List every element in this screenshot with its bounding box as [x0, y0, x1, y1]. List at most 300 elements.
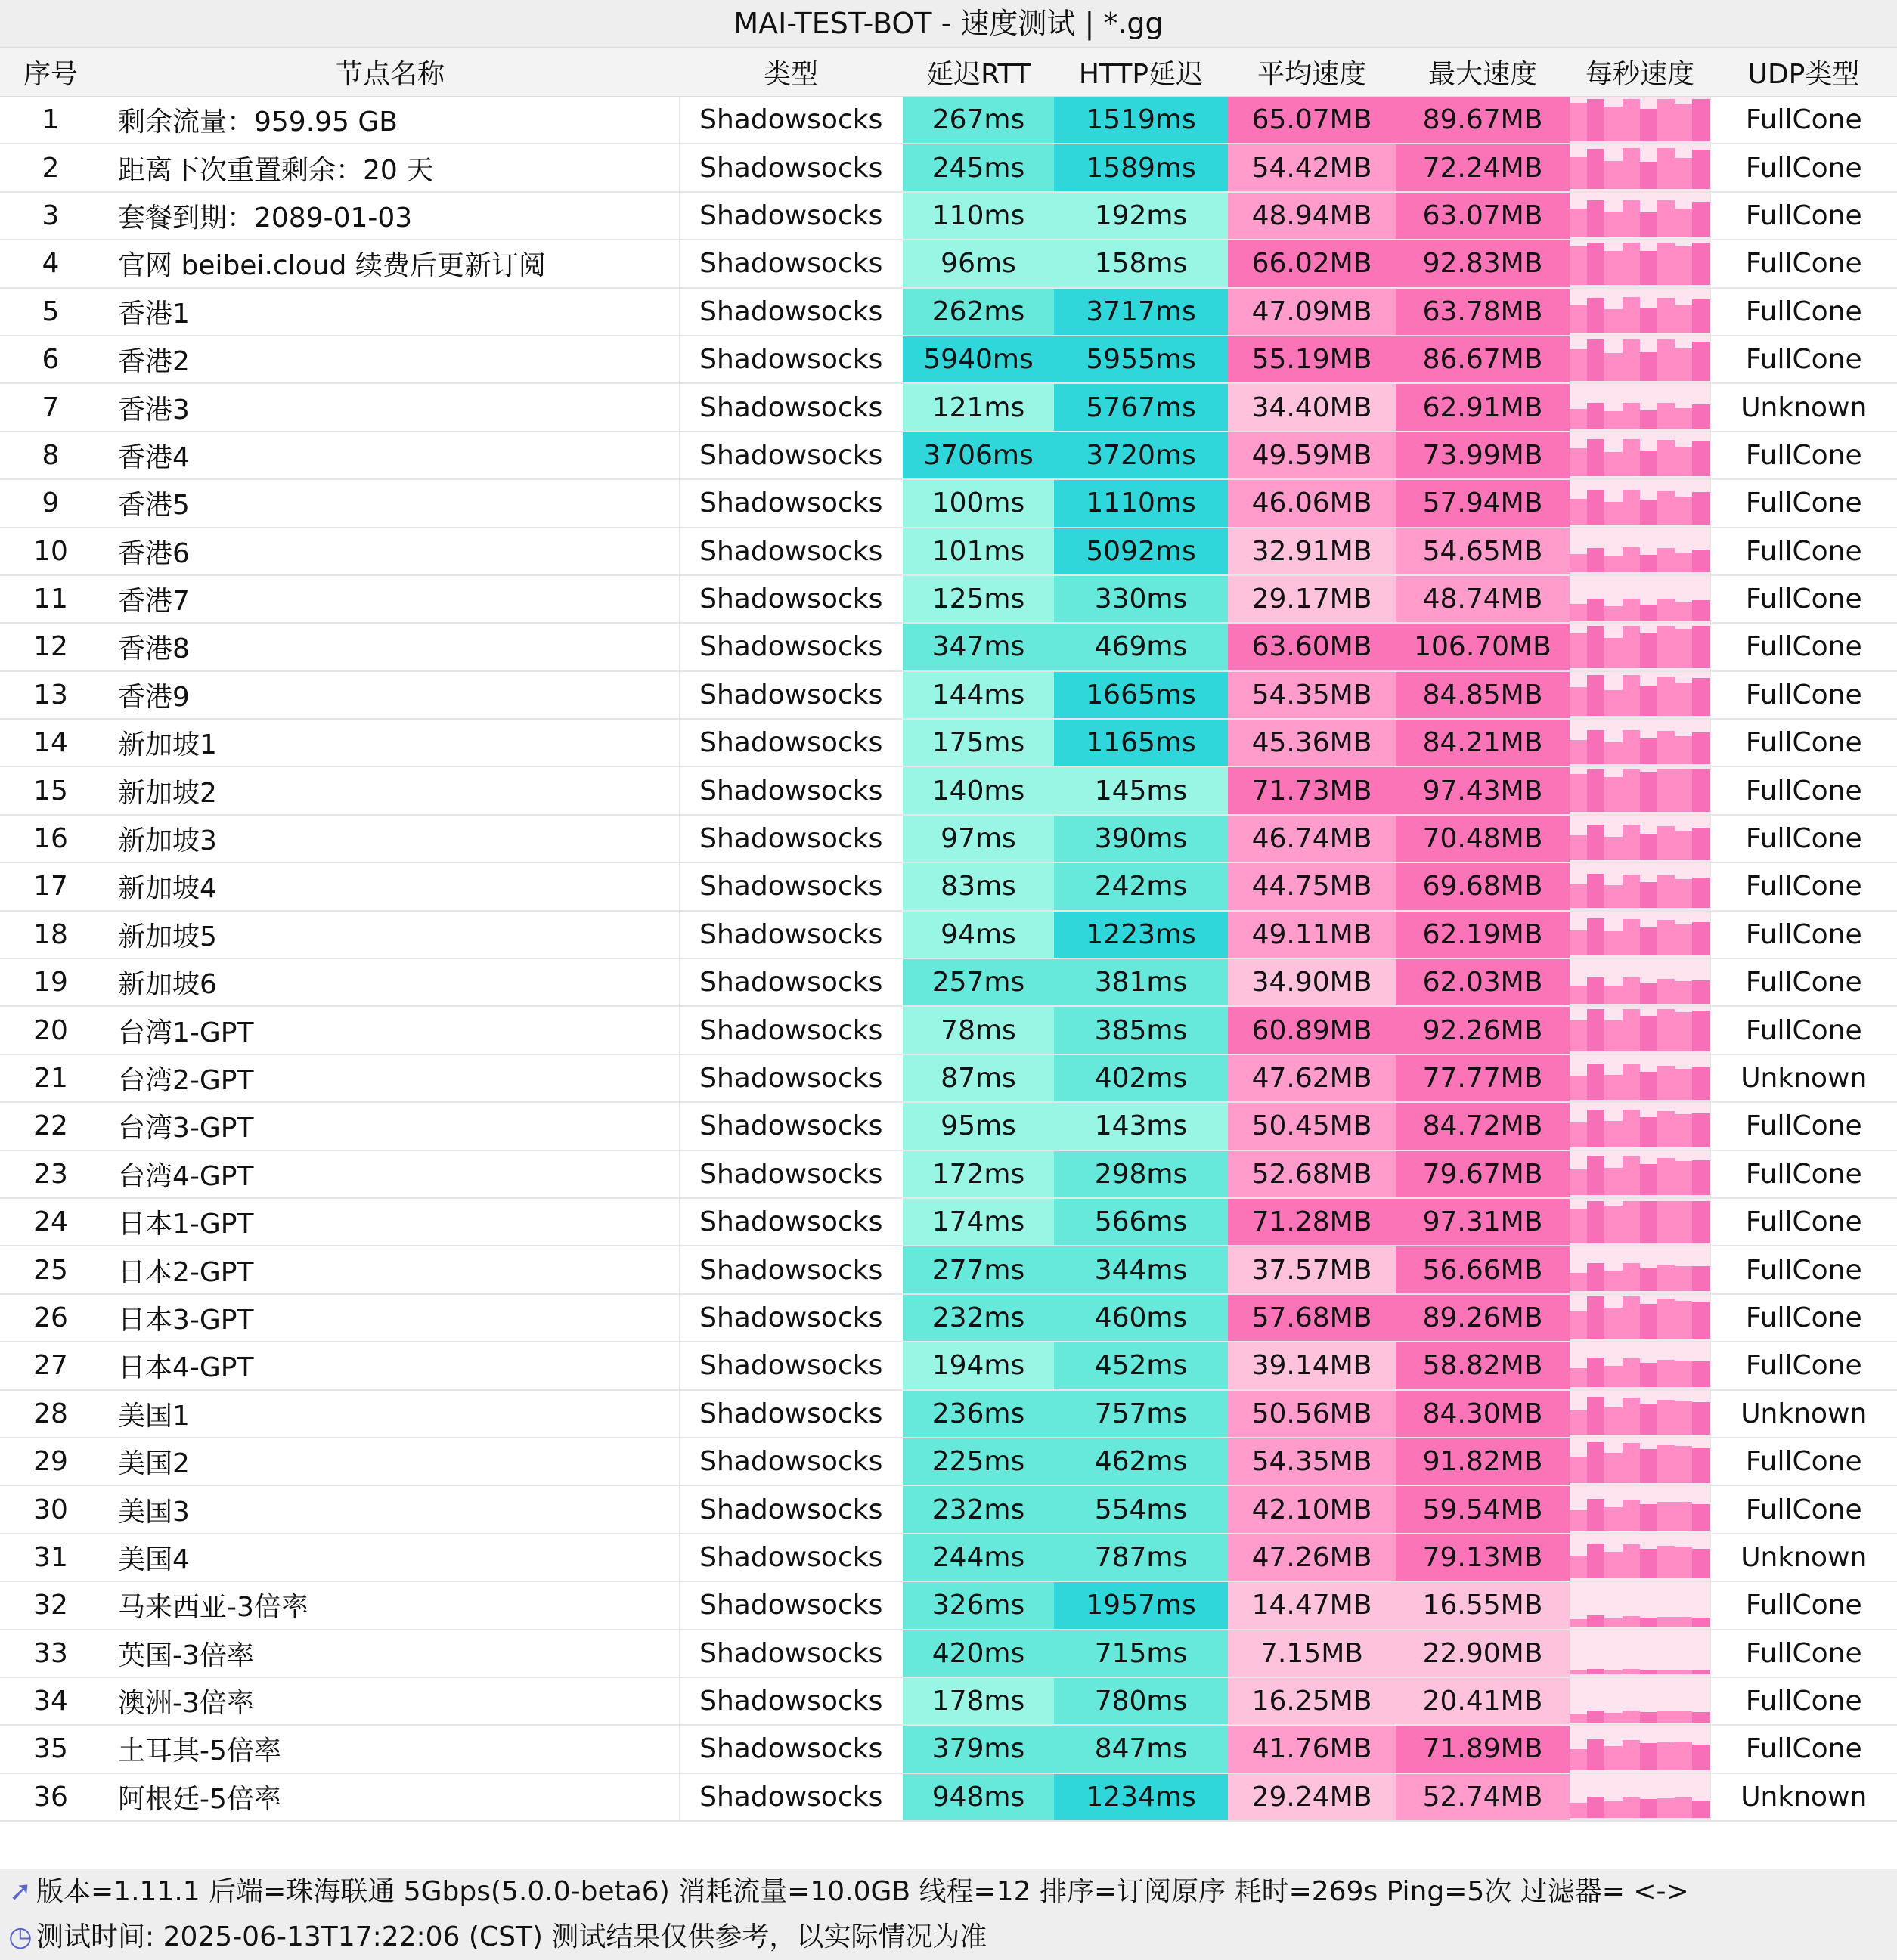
- sparkline-bar: [1570, 1556, 1587, 1579]
- cell-avg-speed: 60.89MB: [1228, 1006, 1396, 1054]
- cell-http-latency: 1110ms: [1054, 479, 1228, 527]
- table-row[interactable]: [0, 862, 1897, 910]
- table-row[interactable]: [0, 1150, 1897, 1198]
- sparkline-bar: [1623, 99, 1640, 141]
- sparkline-bar: [1623, 243, 1640, 285]
- cell-http-latency: 1165ms: [1054, 719, 1228, 766]
- cell-http-latency: 5955ms: [1054, 336, 1228, 383]
- table-row[interactable]: [0, 1534, 1897, 1581]
- cell-node-name: 香港7: [101, 575, 679, 623]
- cell-rtt: 175ms: [903, 719, 1054, 766]
- cell-node-name: 新加坡5: [101, 911, 679, 958]
- sparkline-bar: [1640, 1549, 1657, 1578]
- cell-id: 23: [0, 1150, 101, 1198]
- sparkline-bar: [1604, 1121, 1622, 1147]
- cell-rtt: 245ms: [903, 144, 1054, 191]
- sparkline-bar: [1657, 1066, 1675, 1100]
- speed-sparkline: [1570, 1249, 1710, 1291]
- sparkline-bar: [1675, 769, 1692, 812]
- cell-max-speed: 92.83MB: [1396, 240, 1570, 287]
- table-row[interactable]: [0, 97, 1897, 144]
- cell-id: 32: [0, 1581, 101, 1629]
- sparkline-bar: [1604, 690, 1622, 716]
- cell-speed-sparkline: [1570, 719, 1710, 766]
- cell-avg-speed: 46.74MB: [1228, 815, 1396, 862]
- cell-udp-type: FullCone: [1710, 1294, 1897, 1342]
- cell-max-speed: 89.67MB: [1396, 97, 1570, 144]
- table-row[interactable]: [0, 1581, 1897, 1629]
- table-row[interactable]: [0, 1294, 1897, 1342]
- cell-speed-sparkline: [1570, 1102, 1710, 1150]
- sparkline-bar: [1657, 1798, 1675, 1818]
- sparkline-bar: [1692, 342, 1709, 381]
- sparkline-bar: [1692, 299, 1709, 333]
- cell-speed-sparkline: [1570, 479, 1710, 527]
- sparkline-bar: [1692, 1549, 1709, 1579]
- sparkline-bar: [1657, 1670, 1675, 1674]
- table-row[interactable]: [0, 719, 1897, 766]
- cell-type: Shadowsocks: [679, 719, 903, 766]
- cell-rtt: 96ms: [903, 240, 1054, 287]
- sparkline-bar: [1623, 1263, 1640, 1291]
- cell-node-name: 台湾2-GPT: [101, 1054, 679, 1102]
- cell-rtt: 232ms: [903, 1485, 1054, 1533]
- sparkline-bar: [1640, 1618, 1657, 1627]
- header-id[interactable]: 序号: [0, 48, 101, 97]
- header-avg-speed[interactable]: 平均速度: [1228, 48, 1396, 97]
- sparkline-bar: [1692, 492, 1709, 525]
- sparkline-bar: [1657, 1009, 1675, 1051]
- sparkline-bar: [1657, 403, 1675, 429]
- sparkline-bar: [1587, 1201, 1604, 1243]
- sparkline-bar: [1675, 246, 1692, 285]
- sparkline-bar: [1640, 983, 1657, 1004]
- sparkline-bar: [1623, 1544, 1640, 1578]
- sparkline-bar: [1657, 1400, 1675, 1435]
- table-row[interactable]: [0, 192, 1897, 240]
- sparkline-bar: [1604, 1407, 1622, 1435]
- cell-type: Shadowsocks: [679, 383, 903, 431]
- cell-id: 3: [0, 192, 101, 240]
- cell-udp-type: FullCone: [1710, 288, 1897, 336]
- cell-rtt: 140ms: [903, 766, 1054, 814]
- table-row[interactable]: [0, 1630, 1897, 1677]
- table-row[interactable]: [0, 815, 1897, 862]
- cell-id: 28: [0, 1390, 101, 1438]
- sparkline-bar: [1623, 977, 1640, 1003]
- cell-rtt: 97ms: [903, 815, 1054, 862]
- cell-udp-type: FullCone: [1710, 1725, 1897, 1773]
- cell-udp-type: FullCone: [1710, 192, 1897, 240]
- sparkline-bar: [1570, 835, 1587, 860]
- cell-max-speed: 63.78MB: [1396, 288, 1570, 336]
- sparkline-bar: [1657, 731, 1675, 764]
- cell-node-name: 套餐到期：2089-01-03: [101, 192, 679, 240]
- sparkline-bar: [1570, 305, 1587, 333]
- sparkline-bar: [1657, 339, 1675, 380]
- cell-rtt: 232ms: [903, 1294, 1054, 1342]
- cell-type: Shadowsocks: [679, 671, 903, 719]
- sparkline-bar: [1640, 251, 1657, 284]
- table-row[interactable]: [0, 766, 1897, 814]
- cell-type: Shadowsocks: [679, 958, 903, 1006]
- sparkline-bar: [1587, 1156, 1604, 1196]
- speed-sparkline: [1570, 339, 1710, 381]
- sparkline-bar: [1570, 884, 1587, 908]
- sparkline-bar: [1570, 554, 1587, 572]
- sparkline-bar: [1657, 599, 1675, 620]
- cell-node-name: 新加坡1: [101, 719, 679, 766]
- speed-sparkline: [1570, 1728, 1710, 1770]
- sparkline-bar: [1675, 305, 1692, 333]
- cell-speed-sparkline: [1570, 97, 1710, 144]
- table-row[interactable]: [0, 288, 1897, 336]
- cell-http-latency: 715ms: [1054, 1630, 1228, 1677]
- sparkline-bar: [1587, 1544, 1604, 1579]
- sparkline-bar: [1657, 243, 1675, 285]
- cell-id: 9: [0, 479, 101, 527]
- table-row[interactable]: [0, 336, 1897, 383]
- sparkline-bar: [1692, 1113, 1709, 1147]
- sparkline-bar: [1587, 243, 1604, 285]
- sparkline-bar: [1587, 548, 1604, 573]
- sparkline-bar: [1623, 919, 1640, 956]
- table-row[interactable]: [0, 1102, 1897, 1150]
- header-per-second-speed[interactable]: 每秒速度: [1570, 48, 1710, 97]
- cell-node-name: 日本2-GPT: [101, 1246, 679, 1293]
- sparkline-bar: [1623, 1296, 1640, 1339]
- sparkline-bar: [1587, 1397, 1604, 1435]
- cell-rtt: 244ms: [903, 1534, 1054, 1581]
- cell-node-name: 美国3: [101, 1485, 679, 1533]
- table-row[interactable]: [0, 1485, 1897, 1533]
- sparkline-bar: [1657, 491, 1675, 525]
- speed-sparkline: [1570, 530, 1710, 572]
- cell-max-speed: 71.89MB: [1396, 1725, 1570, 1773]
- cell-max-speed: 54.65MB: [1396, 528, 1570, 575]
- table-row[interactable]: [0, 240, 1897, 287]
- cell-http-latency: 381ms: [1054, 958, 1228, 1006]
- cell-id: 14: [0, 719, 101, 766]
- cell-max-speed: 70.48MB: [1396, 815, 1570, 862]
- cell-speed-sparkline: [1570, 623, 1710, 670]
- cell-max-speed: 86.67MB: [1396, 336, 1570, 383]
- sparkline-bar: [1640, 1449, 1657, 1483]
- sparkline-bar: [1570, 740, 1587, 764]
- sparkline-bar: [1640, 882, 1657, 908]
- table-row[interactable]: [0, 575, 1897, 623]
- sparkline-bar: [1604, 1206, 1622, 1243]
- sparkline-bar: [1640, 1670, 1657, 1674]
- sparkline-bar: [1570, 604, 1587, 620]
- header-http-latency[interactable]: HTTP延迟: [1054, 48, 1228, 97]
- sparkline-bar: [1675, 1361, 1692, 1387]
- cell-http-latency: 1234ms: [1054, 1773, 1228, 1821]
- cell-speed-sparkline: [1570, 1534, 1710, 1581]
- cell-max-speed: 97.43MB: [1396, 766, 1570, 814]
- cell-http-latency: 787ms: [1054, 1534, 1228, 1581]
- table-row[interactable]: [0, 671, 1897, 719]
- header-type[interactable]: 类型: [679, 48, 903, 97]
- sparkline-bar: [1692, 1361, 1709, 1387]
- cell-node-name: 新加坡3: [101, 815, 679, 862]
- header-max-speed[interactable]: 最大速度: [1396, 48, 1570, 97]
- table-row[interactable]: [0, 479, 1897, 527]
- sparkline-bar: [1587, 1669, 1604, 1674]
- sparkline-bar: [1657, 626, 1675, 668]
- speed-sparkline: [1570, 1776, 1710, 1818]
- sparkline-bar: [1675, 158, 1692, 189]
- table-row[interactable]: [0, 1438, 1897, 1485]
- cell-speed-sparkline: [1570, 1150, 1710, 1198]
- cell-id: 24: [0, 1198, 101, 1246]
- cell-udp-type: Unknown: [1710, 1390, 1897, 1438]
- header-udp-type[interactable]: UDP类型: [1710, 48, 1897, 97]
- cell-type: Shadowsocks: [679, 144, 903, 191]
- speed-test-table: [0, 48, 1897, 1822]
- sparkline-bar: [1657, 979, 1675, 1004]
- sparkline-bar: [1692, 1801, 1709, 1819]
- sparkline-bar: [1692, 441, 1709, 476]
- cell-id: 10: [0, 528, 101, 575]
- cell-rtt: 236ms: [903, 1390, 1054, 1438]
- sparkline-bar: [1692, 828, 1709, 859]
- sparkline-bar: [1692, 1745, 1709, 1770]
- cell-node-name: 台湾1-GPT: [101, 1006, 679, 1054]
- sparkline-bar: [1623, 200, 1640, 237]
- cell-max-speed: 63.07MB: [1396, 192, 1570, 240]
- cell-udp-type: FullCone: [1710, 575, 1897, 623]
- sparkline-bar: [1657, 1711, 1675, 1723]
- sparkline-bar: [1587, 439, 1604, 476]
- sparkline-bar: [1587, 490, 1604, 525]
- sparkline-bar: [1587, 730, 1604, 764]
- table-row[interactable]: [0, 1054, 1897, 1102]
- speed-sparkline: [1570, 1441, 1710, 1483]
- sparkline-bar: [1587, 1064, 1604, 1100]
- cell-http-latency: 402ms: [1054, 1054, 1228, 1102]
- cell-avg-speed: 55.19MB: [1228, 336, 1396, 383]
- cell-udp-type: FullCone: [1710, 958, 1897, 1006]
- cell-http-latency: 5092ms: [1054, 528, 1228, 575]
- cell-rtt: 144ms: [903, 671, 1054, 719]
- table-row[interactable]: [0, 432, 1897, 479]
- sparkline-bar: [1675, 1547, 1692, 1579]
- sparkline-bar: [1623, 1110, 1640, 1147]
- table-row[interactable]: [0, 383, 1897, 431]
- cell-rtt: 5940ms: [903, 336, 1054, 383]
- sparkline-bar: [1692, 1448, 1709, 1483]
- sparkline-bar: [1604, 251, 1622, 285]
- sparkline-bar: [1623, 1500, 1640, 1531]
- speed-sparkline: [1570, 865, 1710, 908]
- sparkline-bar: [1657, 200, 1675, 237]
- cell-speed-sparkline: [1570, 1485, 1710, 1533]
- cell-type: Shadowsocks: [679, 1390, 903, 1438]
- cell-node-name: 香港9: [101, 671, 679, 719]
- cell-max-speed: 62.19MB: [1396, 911, 1570, 958]
- sparkline-bar: [1604, 1308, 1622, 1339]
- sparkline-bar: [1587, 599, 1604, 621]
- cell-node-name: 香港2: [101, 336, 679, 383]
- cell-node-name: 日本3-GPT: [101, 1294, 679, 1342]
- sparkline-bar: [1623, 1711, 1640, 1722]
- cell-speed-sparkline: [1570, 1725, 1710, 1773]
- speed-sparkline: [1570, 913, 1710, 955]
- cell-http-latency: 390ms: [1054, 815, 1228, 862]
- sparkline-bar: [1623, 490, 1640, 525]
- table-row[interactable]: [0, 1198, 1897, 1246]
- cell-max-speed: 59.54MB: [1396, 1485, 1570, 1533]
- sparkline-bar: [1587, 200, 1604, 237]
- cell-udp-type: Unknown: [1710, 1054, 1897, 1102]
- table-row[interactable]: [0, 958, 1897, 1006]
- speed-sparkline: [1570, 482, 1710, 525]
- table-row[interactable]: [0, 1246, 1897, 1293]
- cell-id: 1: [0, 97, 101, 144]
- sparkline-bar: [1587, 675, 1604, 716]
- table-row[interactable]: [0, 1677, 1897, 1725]
- footer-version-bar: [0, 1869, 1897, 1915]
- sparkline-bar: [1675, 1069, 1692, 1100]
- cell-http-latency: 143ms: [1054, 1102, 1228, 1150]
- cell-rtt: 94ms: [903, 911, 1054, 958]
- table-row[interactable]: [0, 1342, 1897, 1389]
- sparkline-bar: [1640, 410, 1657, 429]
- cell-avg-speed: 39.14MB: [1228, 1342, 1396, 1389]
- table-header: [0, 48, 1897, 97]
- sparkline-bar: [1623, 439, 1640, 476]
- sparkline-bar: [1657, 440, 1675, 477]
- sparkline-bar: [1587, 874, 1604, 908]
- sparkline-bar: [1675, 1114, 1692, 1147]
- sparkline-bar: [1570, 633, 1587, 668]
- sparkline-bar: [1623, 339, 1640, 381]
- cell-id: 18: [0, 911, 101, 958]
- cell-speed-sparkline: [1570, 336, 1710, 383]
- sparkline-bar: [1675, 348, 1692, 381]
- cell-node-name: 新加坡2: [101, 766, 679, 814]
- table-row[interactable]: [0, 144, 1897, 191]
- cell-rtt: 277ms: [903, 1246, 1054, 1293]
- cell-speed-sparkline: [1570, 766, 1710, 814]
- cell-avg-speed: 54.35MB: [1228, 671, 1396, 719]
- sparkline-bar: [1623, 875, 1640, 908]
- table-row[interactable]: [0, 1006, 1897, 1054]
- clock-icon: ◷: [8, 1921, 33, 1953]
- sparkline-bar: [1640, 1712, 1657, 1723]
- cell-rtt: 3706ms: [903, 432, 1054, 479]
- cell-max-speed: 58.82MB: [1396, 1342, 1570, 1389]
- cell-max-speed: 56.66MB: [1396, 1246, 1570, 1293]
- sparkline-bar: [1657, 148, 1675, 189]
- speed-sparkline: [1570, 1584, 1710, 1627]
- sparkline-bar: [1623, 626, 1640, 668]
- sparkline-bar: [1604, 1271, 1622, 1291]
- speed-sparkline: [1570, 578, 1710, 621]
- sparkline-bar: [1675, 736, 1692, 764]
- table-row[interactable]: [0, 1390, 1897, 1438]
- cell-type: Shadowsocks: [679, 1342, 903, 1389]
- cell-speed-sparkline: [1570, 815, 1710, 862]
- sparkline-bar: [1692, 1266, 1709, 1291]
- cell-type: Shadowsocks: [679, 1006, 903, 1054]
- table-row[interactable]: [0, 623, 1897, 670]
- sparkline-bar: [1657, 1742, 1675, 1770]
- cell-id: 22: [0, 1102, 101, 1150]
- cell-rtt: 267ms: [903, 97, 1054, 144]
- sparkline-bar: [1623, 1398, 1640, 1435]
- table-row[interactable]: [0, 911, 1897, 958]
- cell-udp-type: FullCone: [1710, 1677, 1897, 1725]
- sparkline-bar: [1692, 769, 1709, 812]
- speed-sparkline: [1570, 99, 1710, 141]
- cell-speed-sparkline: [1570, 911, 1710, 958]
- cell-http-latency: 847ms: [1054, 1725, 1228, 1773]
- table-row[interactable]: [0, 1773, 1897, 1821]
- speed-sparkline: [1570, 147, 1710, 189]
- cell-rtt: 347ms: [903, 623, 1054, 670]
- cell-node-name: 英国-3倍率: [101, 1630, 679, 1677]
- cell-http-latency: 469ms: [1054, 623, 1228, 670]
- sparkline-bar: [1570, 687, 1587, 717]
- cell-type: Shadowsocks: [679, 1438, 903, 1485]
- cell-max-speed: 89.26MB: [1396, 1294, 1570, 1342]
- header-node-name[interactable]: 节点名称: [101, 48, 679, 97]
- cell-udp-type: FullCone: [1710, 97, 1897, 144]
- cell-node-name: 美国2: [101, 1438, 679, 1485]
- cell-max-speed: 20.41MB: [1396, 1677, 1570, 1725]
- table-row[interactable]: [0, 528, 1897, 575]
- cell-speed-sparkline: [1570, 958, 1710, 1006]
- cell-speed-sparkline: [1570, 144, 1710, 191]
- table-row[interactable]: [0, 1725, 1897, 1773]
- cell-max-speed: 57.94MB: [1396, 479, 1570, 527]
- cell-id: 16: [0, 815, 101, 862]
- cell-avg-speed: 50.56MB: [1228, 1390, 1396, 1438]
- cell-node-name: 土耳其-5倍率: [101, 1725, 679, 1773]
- sparkline-bar: [1657, 1546, 1675, 1578]
- cell-http-latency: 192ms: [1054, 192, 1228, 240]
- cell-speed-sparkline: [1570, 1630, 1710, 1677]
- header-rtt[interactable]: 延迟RTT: [903, 48, 1054, 97]
- cell-udp-type: FullCone: [1710, 1485, 1897, 1533]
- cell-type: Shadowsocks: [679, 1054, 903, 1102]
- cell-node-name: 美国4: [101, 1534, 679, 1581]
- cell-speed-sparkline: [1570, 1677, 1710, 1725]
- sparkline-bar: [1675, 1301, 1692, 1339]
- cell-node-name: 日本4-GPT: [101, 1342, 679, 1389]
- cell-rtt: 83ms: [903, 862, 1054, 910]
- sparkline-bar: [1692, 1011, 1709, 1051]
- sparkline-bar: [1570, 1311, 1587, 1339]
- sparkline-bar: [1623, 1064, 1640, 1100]
- cell-type: Shadowsocks: [679, 575, 903, 623]
- cell-max-speed: 92.26MB: [1396, 1006, 1570, 1054]
- cell-node-name: 马来西亚-3倍率: [101, 1581, 679, 1629]
- sparkline-bar: [1587, 1797, 1604, 1819]
- cell-node-name: 官网 beibei.cloud 续费后更新订阅: [101, 240, 679, 287]
- cell-udp-type: FullCone: [1710, 240, 1897, 287]
- sparkline-bar: [1657, 1265, 1675, 1291]
- cell-udp-type: FullCone: [1710, 144, 1897, 191]
- cell-udp-type: FullCone: [1710, 1150, 1897, 1198]
- sparkline-bar: [1587, 1358, 1604, 1387]
- sparkline-bar: [1570, 1122, 1587, 1147]
- cell-avg-speed: 41.76MB: [1228, 1725, 1396, 1773]
- cell-rtt: 78ms: [903, 1006, 1054, 1054]
- sparkline-bar: [1570, 349, 1587, 381]
